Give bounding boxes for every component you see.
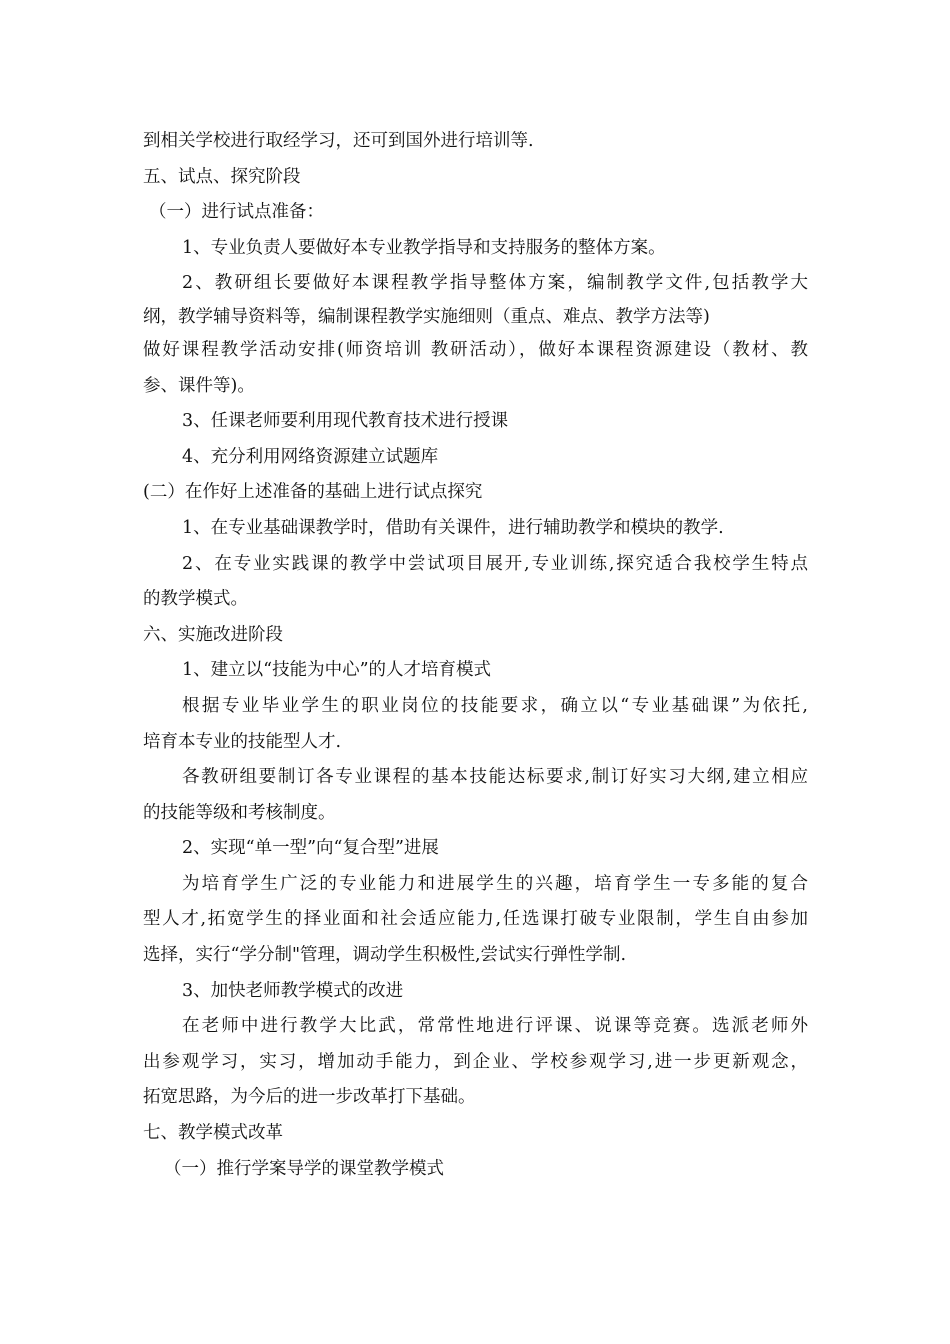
section-heading-5: 五、试点、探究阶段: [143, 166, 301, 187]
paragraph-line: 做好课程教学活动安排(师资培训 教研活动），做好本课程资源建设（教材、教: [143, 339, 808, 360]
paragraph-line: 的教学模式。: [143, 589, 248, 610]
list-item: 1、在专业基础课教学时，借助有关课件，进行辅助教学和模块的教学.: [182, 517, 724, 538]
paragraph-line: 为培育学生广泛的专业能力和进展学生的兴趣，培育学生一专多能的复合: [182, 873, 808, 894]
list-item: 4、充分利用网络资源建立试题库: [182, 446, 439, 467]
paragraph-line: 根据专业毕业学生的职业岗位的技能要求，确立以“专业基础课”为依托,: [182, 695, 808, 716]
paragraph-line: 到相关学校进行取经学习，还可到国外进行培训等.: [143, 131, 534, 151]
list-item: 1、建立以“技能为中心”的人才培育模式: [182, 660, 492, 681]
section-heading-7: 七、教学模式改革: [143, 1123, 283, 1144]
list-item: 1、专业负责人要做好本专业教学指导和支持服务的整体方案。: [182, 237, 666, 258]
paragraph-line: 拓宽思路，为今后的进一步改革打下基础。: [143, 1087, 476, 1108]
paragraph-line: 参、课件等)。: [143, 375, 255, 396]
list-item: 3、加快老师教学模式的改进: [182, 980, 404, 1001]
section-heading-6: 六、实施改进阶段: [143, 624, 283, 645]
document-body: [143, 124, 808, 1187]
subsection-heading: (二）在作好上述准备的基础上进行试点探究: [143, 482, 483, 503]
paragraph-line: 型人才,拓宽学生的择业面和社会适应能力,任选课打破专业限制，学生自由参加: [143, 909, 808, 930]
list-item: 3、任课老师要利用现代教育技术进行授课: [182, 411, 509, 432]
paragraph-line: 出参观学习，实习，增加动手能力，到企业、学校参观学习,进一步更新观念，: [143, 1051, 808, 1072]
paragraph-line: 的技能等级和考核制度。: [143, 802, 336, 823]
list-item: 2、在专业实践课的教学中尝试项目展开,专业训练,探究适合我校学生特点: [182, 553, 808, 574]
subsection-heading: （一）进行试点准备：: [149, 202, 324, 223]
subsection-heading: （一）推行学案导学的课堂教学模式: [164, 1158, 444, 1179]
paragraph-line: 培育本专业的技能型人才.: [143, 731, 342, 752]
paragraph-line: 选择，实行“学分制"管理，调动学生积极性,尝试实行弹性学制.: [143, 945, 627, 966]
list-item: 2、实现“单一型”向“复合型”进展: [182, 838, 439, 859]
paragraph-line: 各教研组要制订各专业课程的基本技能达标要求,制订好实习大纲,建立相应: [182, 767, 808, 788]
paragraph-line: 纲，教学辅导资料等，编制课程教学实施细则（重点、难点、教学方法等): [143, 306, 710, 327]
list-item: 2、教研组长要做好本课程教学指导整体方案，编制教学文件,包括教学大: [182, 273, 808, 294]
paragraph-line: 在老师中进行教学大比武，常常性地进行评课、说课等竞赛。选派老师外: [182, 1016, 808, 1037]
